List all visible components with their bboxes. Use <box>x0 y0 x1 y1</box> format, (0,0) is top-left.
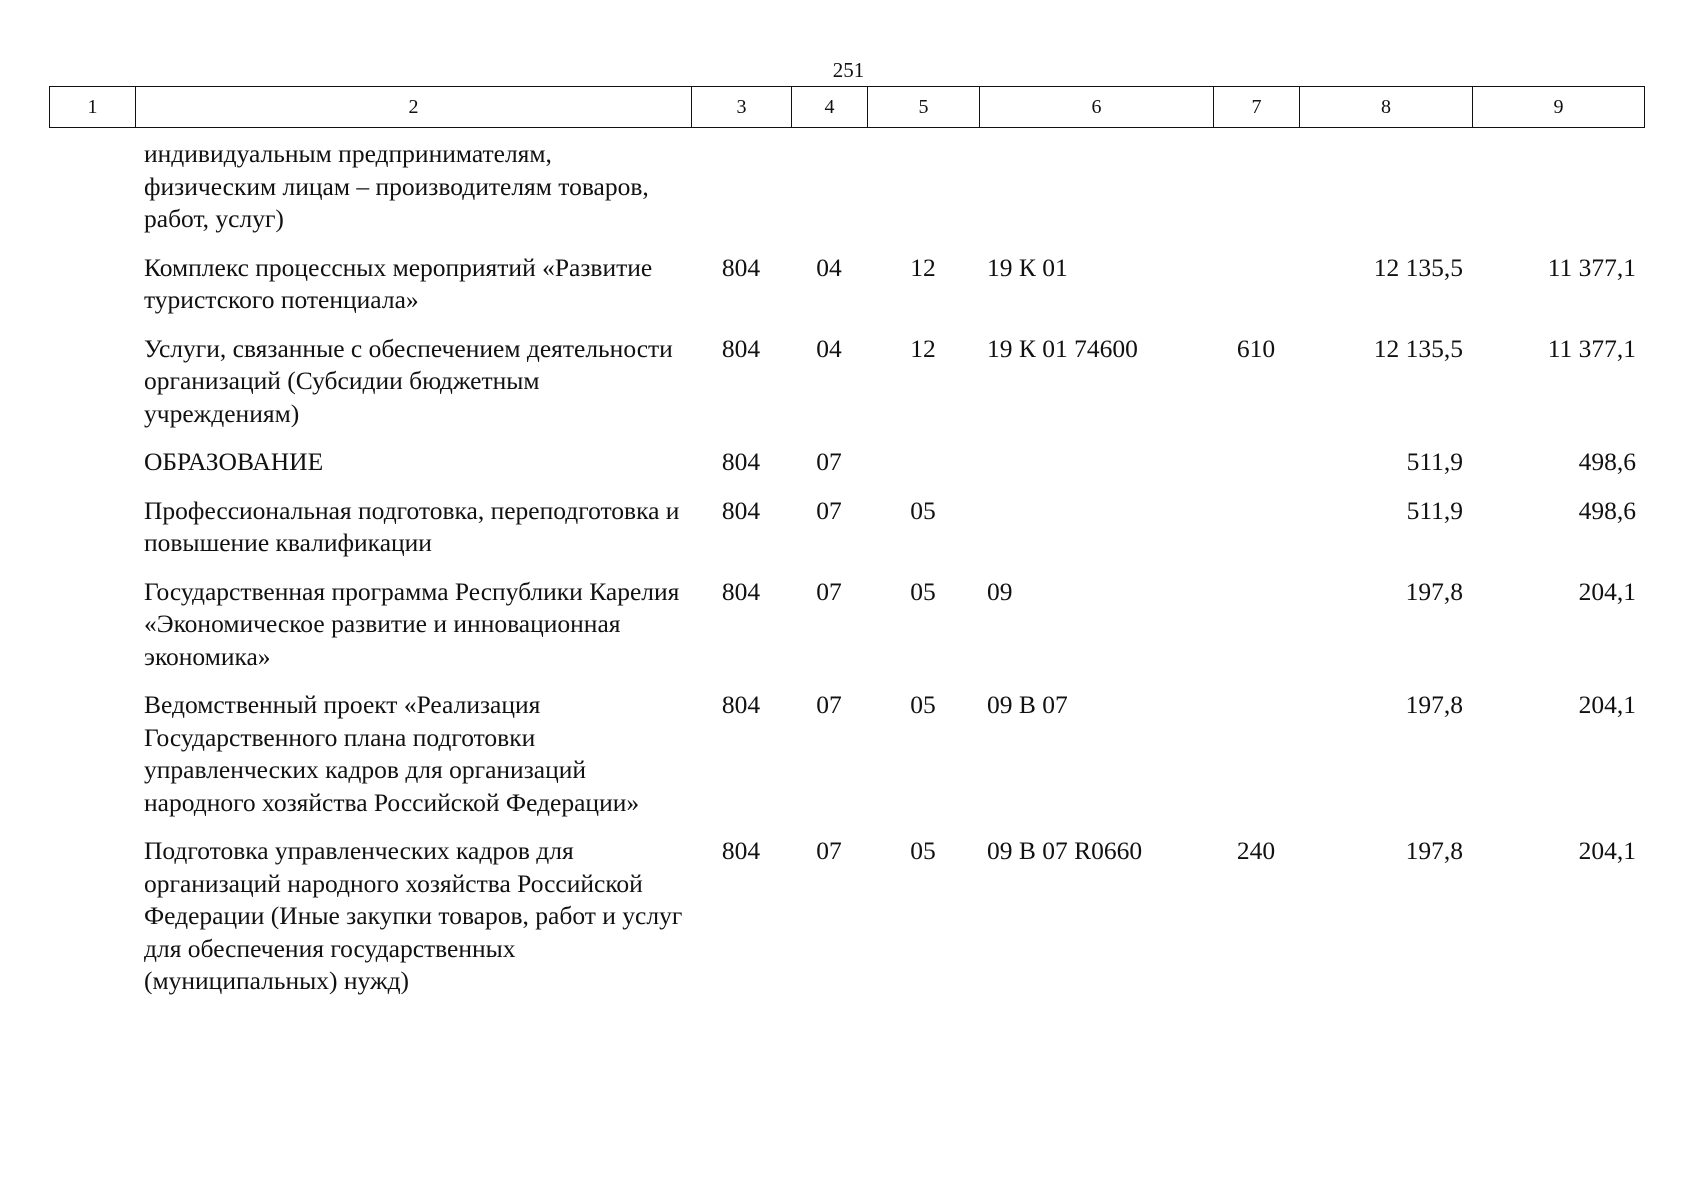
row-amount-2: 498,6 <box>1578 447 1636 476</box>
row-target-article: 19 К 01 <box>987 252 1068 282</box>
row-ministry-code: 804 <box>721 333 761 363</box>
row-name: ОБРАЗОВАНИЕ <box>144 447 324 476</box>
row-name: Государственная программа Республики Карелия «Экономическое развитие и инновационная экономика» <box>144 576 680 671</box>
row-name: индивидуальным предпринимателям, физическим лицам – производителям товаров, работ, услуг) <box>144 139 649 233</box>
column-number-7: 7 <box>1214 87 1300 128</box>
column-number-8: 8 <box>1300 87 1473 128</box>
column-number-1: 1 <box>50 87 136 128</box>
row-amount-1: 12 135,5 <box>1373 333 1463 363</box>
budget-table <box>49 138 1644 1014</box>
row-expense-type <box>1213 138 1299 252</box>
row-ministry-code: 804 <box>721 836 761 865</box>
row-amount-1: 12 135,5 <box>1373 252 1463 282</box>
row-target-article: 09 В 07 <box>987 690 1068 719</box>
row-expense-type: 240 <box>1236 836 1276 865</box>
column-number-2: 2 <box>136 87 692 128</box>
row-expense-type <box>1213 576 1299 690</box>
row-amount-2: 11 377,1 <box>1547 333 1636 363</box>
row-subsection-code: 05 <box>910 836 936 865</box>
row-amount-2: 204,1 <box>1578 836 1636 865</box>
table-row <box>49 835 1644 1014</box>
row-subsection-code: 05 <box>910 576 936 606</box>
row-amount-1: 197,8 <box>1405 576 1463 606</box>
table-row <box>49 446 1644 495</box>
table-row <box>49 576 1644 690</box>
row-section-code: 07 <box>816 447 842 476</box>
table-row <box>49 138 1644 252</box>
row-name: Комплекс процессных мероприятий «Развитие туристского потенциала» <box>144 252 653 314</box>
row-name: Подготовка управленческих кадров для организаций народного хозяйства Российской Федерации (Иные закупки товаров, работ и услуг для обеспечения государственных (муниципальных) нужд) <box>144 836 683 995</box>
row-target-article <box>979 446 1213 495</box>
row-amount-2 <box>1472 138 1644 252</box>
row-ministry-code: 804 <box>721 252 761 282</box>
row-name: Ведомственный проект «Реализация Государственного плана подготовки управленческих кадров для организаций народного хозяйства Российской Федерации» <box>144 690 640 817</box>
row-expense-type <box>1213 446 1299 495</box>
page-number: 251 <box>832 58 865 82</box>
row-target-article: 19 К 01 74600 <box>987 333 1138 363</box>
row-expense-type: 610 <box>1236 333 1276 363</box>
column-number-9: 9 <box>1473 87 1645 128</box>
row-section-code: 07 <box>816 495 842 525</box>
row-target-article <box>979 495 1213 576</box>
row-target-article: 09 <box>987 576 1013 606</box>
row-name: Профессиональная подготовка, переподготовка и повышение квалификации <box>144 495 680 557</box>
row-target-article <box>979 138 1213 252</box>
row-section-code: 04 <box>816 333 842 363</box>
column-number-row <box>50 87 1645 128</box>
row-subsection-code: 12 <box>910 333 936 363</box>
row-target-article: 09 В 07 R0660 <box>987 836 1143 865</box>
table-row <box>49 252 1644 333</box>
table-row <box>49 689 1644 835</box>
row-amount-2: 498,6 <box>1578 495 1636 525</box>
row-expense-type <box>1213 689 1299 835</box>
row-section-code: 07 <box>816 576 842 606</box>
column-number-3: 3 <box>692 87 792 128</box>
row-section-code: 04 <box>816 252 842 282</box>
row-section-code: 07 <box>816 836 842 865</box>
row-subsection-code: 05 <box>910 495 936 525</box>
table-row <box>49 333 1644 447</box>
row-ministry-code: 804 <box>721 690 761 719</box>
column-number-5: 5 <box>868 87 980 128</box>
row-ministry-code <box>691 138 791 252</box>
column-number-6: 6 <box>980 87 1214 128</box>
row-amount-1: 197,8 <box>1405 836 1463 865</box>
row-subsection-code <box>867 446 979 495</box>
row-ministry-code: 804 <box>721 495 761 525</box>
row-amount-1 <box>1299 138 1472 252</box>
row-name: Услуги, связанные с обеспечением деятельности организаций (Субсидии бюджетным учреждениям) <box>144 333 673 428</box>
row-expense-type <box>1213 495 1299 576</box>
row-amount-2: 204,1 <box>1578 576 1636 606</box>
row-subsection-code: 12 <box>910 252 936 282</box>
column-number-4: 4 <box>792 87 868 128</box>
row-amount-2: 204,1 <box>1578 690 1636 719</box>
row-subsection-code: 05 <box>910 690 936 719</box>
row-subsection-code <box>867 138 979 252</box>
row-section-code <box>791 138 867 252</box>
row-expense-type <box>1213 252 1299 333</box>
table-row <box>49 495 1644 576</box>
row-amount-1: 511,9 <box>1406 447 1463 476</box>
row-section-code: 07 <box>816 690 842 719</box>
row-ministry-code: 804 <box>721 576 761 606</box>
column-header-table <box>49 86 1645 128</box>
row-amount-1: 197,8 <box>1405 690 1463 719</box>
row-amount-1: 511,9 <box>1406 495 1463 525</box>
row-ministry-code: 804 <box>721 447 761 476</box>
row-amount-2: 11 377,1 <box>1547 252 1636 282</box>
